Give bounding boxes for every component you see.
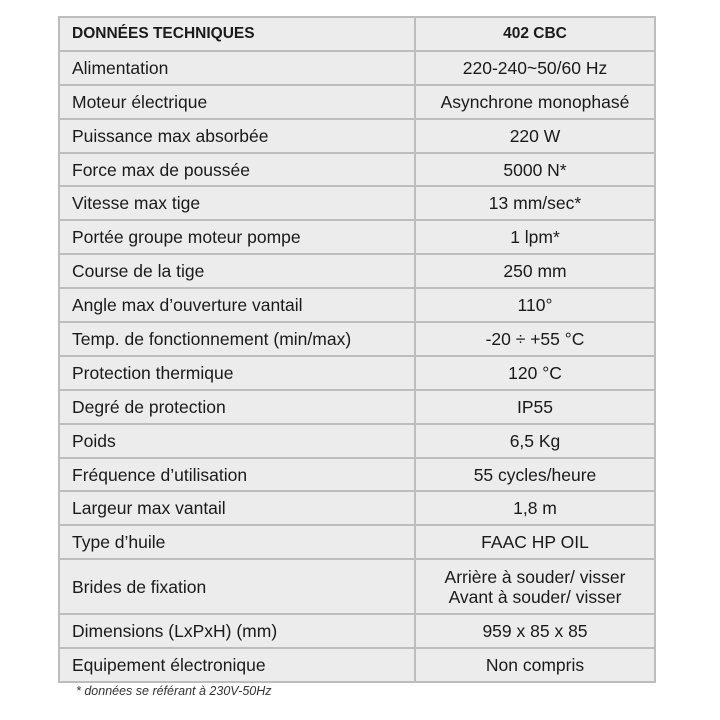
table-row — [59, 51, 655, 85]
header-model: 402 CBC — [415, 17, 655, 51]
table-row — [59, 614, 655, 648]
row-label: Equipement électronique — [59, 648, 415, 682]
table-row — [59, 648, 655, 682]
row-label: Vitesse max tige — [59, 186, 415, 220]
table-row — [59, 424, 655, 458]
row-value: 220-240~50/60 Hz — [415, 51, 655, 85]
table-row — [59, 186, 655, 220]
row-label: Course de la tige — [59, 254, 415, 288]
row-value: 959 x 85 x 85 — [415, 614, 655, 648]
row-value: 120 °C — [415, 356, 655, 390]
table-row — [59, 390, 655, 424]
header-label: DONNÉES TECHNIQUES — [59, 17, 415, 51]
row-label: Brides de fixation — [59, 559, 415, 614]
table-row — [59, 220, 655, 254]
table-row — [59, 85, 655, 119]
row-value: 6,5 Kg — [415, 424, 655, 458]
row-label: Alimentation — [59, 51, 415, 85]
row-label: Largeur max vantail — [59, 491, 415, 525]
row-label: Degré de protection — [59, 390, 415, 424]
row-value: Non compris — [415, 648, 655, 682]
row-label: Angle max d’ouverture vantail — [59, 288, 415, 322]
row-value: 5000 N* — [415, 153, 655, 187]
row-value: -20 ÷ +55 °C — [415, 322, 655, 356]
row-value: 1 lpm* — [415, 220, 655, 254]
row-value: 250 mm — [415, 254, 655, 288]
row-label: Puissance max absorbée — [59, 119, 415, 153]
table-row — [59, 525, 655, 559]
footnote: * données se référant à 230V-50Hz — [76, 684, 272, 698]
table-row — [59, 153, 655, 187]
row-value: Asynchrone monophasé — [415, 85, 655, 119]
table-row — [59, 288, 655, 322]
row-value — [415, 559, 655, 614]
specs-table — [58, 16, 656, 683]
table-header-row — [59, 17, 655, 51]
row-value: 220 W — [415, 119, 655, 153]
row-value-line: Arrière à souder/ visser — [444, 566, 626, 587]
row-label: Dimensions (LxPxH) (mm) — [59, 614, 415, 648]
row-label: Poids — [59, 424, 415, 458]
table-row — [59, 458, 655, 492]
row-value: IP55 — [415, 390, 655, 424]
row-label: Force max de poussée — [59, 153, 415, 187]
row-value: 55 cycles/heure — [415, 458, 655, 492]
table-row — [59, 356, 655, 390]
row-label: Protection thermique — [59, 356, 415, 390]
row-value: 1,8 m — [415, 491, 655, 525]
table-row — [59, 559, 655, 614]
row-value: FAAC HP OIL — [415, 525, 655, 559]
row-value-line: Avant à souder/ visser — [448, 586, 622, 607]
row-value: 13 mm/sec* — [415, 186, 655, 220]
row-label: Fréquence d’utilisation — [59, 458, 415, 492]
table-row — [59, 254, 655, 288]
table-row — [59, 491, 655, 525]
row-label: Type d’huile — [59, 525, 415, 559]
table-row — [59, 119, 655, 153]
row-value: 110° — [415, 288, 655, 322]
row-label: Portée groupe moteur pompe — [59, 220, 415, 254]
table-row — [59, 322, 655, 356]
row-label: Moteur électrique — [59, 85, 415, 119]
row-label: Temp. de fonctionnement (min/max) — [59, 322, 415, 356]
